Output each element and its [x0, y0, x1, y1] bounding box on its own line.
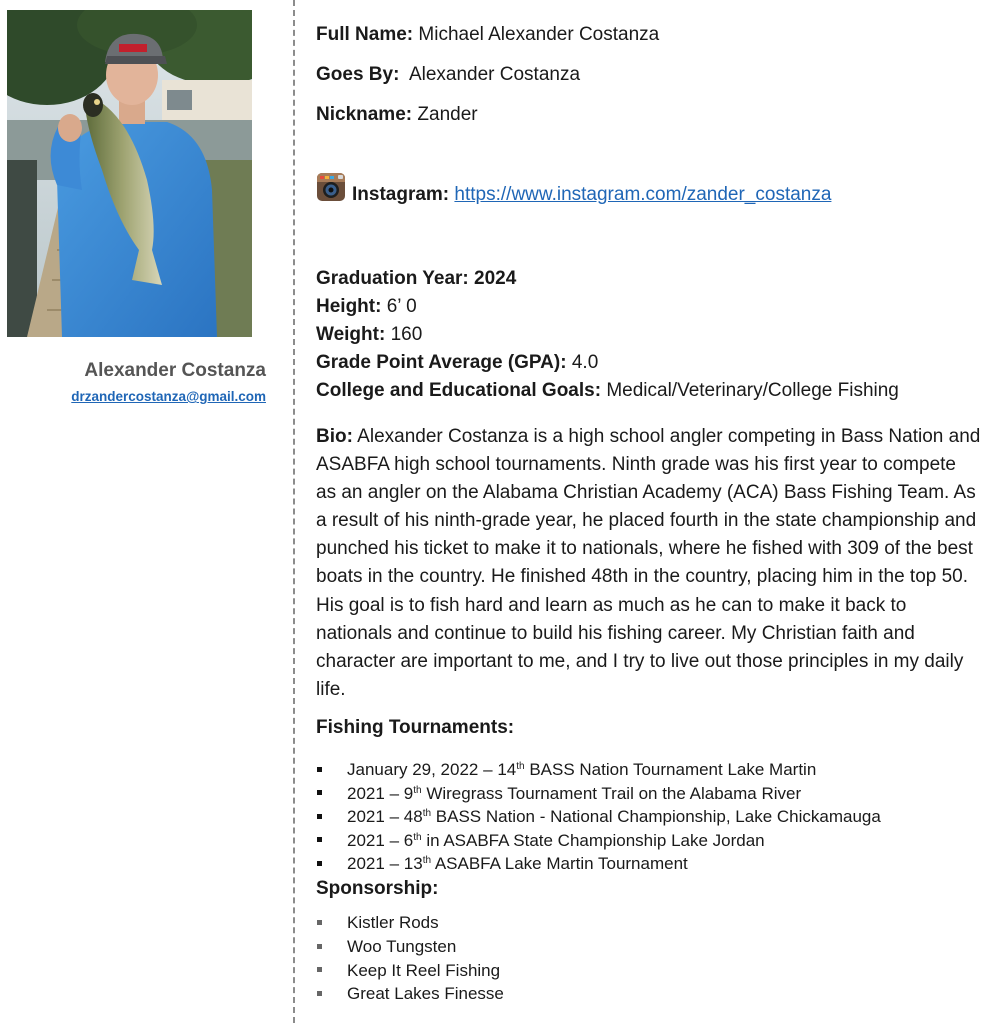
- gpa-row: [316, 352, 598, 374]
- bullet-icon: [317, 920, 322, 925]
- bio-label: Bio:: [316, 426, 353, 447]
- tournament-event: ASABFA Lake Martin Tournament: [434, 854, 688, 873]
- profile-name: Alexander Costanza: [84, 360, 266, 381]
- sponsor-name: Kistler Rods: [347, 913, 439, 932]
- tournament-separator: –: [483, 760, 493, 779]
- tournament-event: in ASABFA State Championship Lake Jordan: [426, 830, 765, 850]
- sponsor-name: Woo Tungsten: [347, 936, 457, 956]
- full-name-label: Full Name:: [316, 24, 414, 45]
- goals-row: [316, 380, 899, 402]
- weight-label: Weight:: [316, 324, 386, 345]
- full-name-value: Michael Alexander Costanza: [418, 24, 660, 45]
- bullet-icon: [317, 790, 322, 795]
- tournament-place-suffix: th: [516, 761, 525, 772]
- tournament-date: January 29, 2022: [347, 760, 479, 779]
- tournament-separator: –: [389, 830, 400, 850]
- sponsorship-list: [316, 911, 504, 1006]
- bullet-icon: [317, 767, 322, 772]
- tournament-place: 9: [403, 783, 414, 803]
- tournament-place-suffix: th: [422, 855, 432, 866]
- tournament-separator: –: [389, 783, 400, 803]
- tournament-date: 2021: [347, 783, 385, 803]
- goes-by-label: Goes By:: [316, 64, 400, 85]
- tournament-place: 6: [403, 830, 414, 850]
- graduation-year-label: Graduation Year:: [316, 268, 469, 289]
- gpa-value: 4.0: [571, 352, 599, 373]
- weight-row: [316, 324, 422, 346]
- tournament-event: Wiregrass Tournament Trail on the Alabama River: [426, 783, 802, 803]
- nickname-row: [316, 104, 478, 126]
- tournament-separator: –: [389, 854, 400, 873]
- sponsor-name: Keep It Reel Fishing: [347, 960, 501, 980]
- goes-by-value: Alexander Costanza: [408, 64, 581, 85]
- tournament-item: [316, 782, 881, 806]
- instagram-link[interactable]: https://www.instagram.com/zander_costanza: [454, 184, 832, 205]
- instagram-label: Instagram:: [352, 184, 450, 205]
- tournament-date: 2021: [347, 807, 385, 826]
- bullet-icon: [317, 967, 322, 972]
- sponsor-item: [316, 982, 504, 1006]
- bullet-icon: [317, 837, 322, 842]
- tournament-item: [316, 758, 881, 782]
- graduation-year-value: 2024: [474, 268, 517, 289]
- tournament-place-suffix: th: [413, 831, 422, 843]
- goes-by-row: [316, 64, 580, 86]
- tournament-date: 2021: [347, 830, 385, 850]
- tournament-place: 13: [403, 854, 423, 873]
- tournament-place: 48: [403, 807, 423, 826]
- tournaments-list: [316, 758, 881, 876]
- height-value: 6’ 0: [386, 296, 417, 317]
- instagram-icon: [316, 172, 346, 202]
- tournament-place: 14: [497, 760, 517, 779]
- tournament-date: 2021: [347, 854, 385, 873]
- tournament-event: BASS Nation - National Championship, Lake Chickamauga: [435, 807, 881, 826]
- nickname-label: Nickname:: [316, 104, 413, 125]
- tournament-item: [316, 805, 881, 829]
- tournament-event: BASS Nation Tournament Lake Martin: [529, 760, 817, 779]
- sponsor-item: [316, 959, 504, 983]
- goals-label: College and Educational Goals:: [316, 380, 602, 401]
- profile-photo: [7, 10, 252, 337]
- sponsor-item: [316, 935, 504, 959]
- tournament-place-suffix: th: [422, 808, 432, 819]
- instagram-row: [352, 184, 831, 206]
- tournaments-title: Fishing Tournaments:: [316, 717, 515, 738]
- weight-value: 160: [390, 324, 423, 345]
- bullet-icon: [317, 861, 322, 866]
- bio-paragraph: [316, 423, 981, 704]
- nickname-value: Zander: [417, 104, 478, 125]
- sponsor-item: [316, 911, 504, 935]
- graduation-year-row: [316, 268, 516, 290]
- height-label: Height:: [316, 296, 382, 317]
- tournament-separator: –: [389, 807, 400, 826]
- tournament-place-suffix: th: [413, 784, 422, 796]
- sponsor-name: Great Lakes Finesse: [347, 984, 504, 1004]
- height-row: [316, 296, 417, 318]
- bullet-icon: [317, 944, 322, 949]
- gpa-label: Grade Point Average (GPA):: [316, 352, 567, 373]
- bullet-icon: [317, 991, 322, 996]
- profile-email-link[interactable]: drzandercostanza@gmail.com: [71, 389, 266, 404]
- bullet-icon: [317, 814, 322, 819]
- sponsorship-title: Sponsorship:: [316, 878, 439, 899]
- goals-value: Medical/Veterinary/College Fishing: [606, 380, 899, 401]
- full-name-row: [316, 24, 659, 46]
- tournament-item: [316, 829, 881, 853]
- bio-text: Alexander Costanza is a high school angler competing in Bass Nation and ASABFA high school tournaments. Ninth grade was his first year to compete as an angler on the Alabama Christian Academy (ACA) Bass Fishing Team. As a result of his ninth-grade year, he placed fourth in the state championship and punched his ticket to make it to nationals, where he fished with 309 of the best boats in the country. He finished 48th in the country, placing him in the top 50. His goal is to fish hard and learn as much as he can to make it back to nationals and continue to build his fishing career. My Christian faith and character are important to me, and I try to live out those principles in my daily life.: [316, 426, 981, 700]
- column-divider: [293, 0, 295, 1023]
- tournament-item: [316, 852, 881, 876]
